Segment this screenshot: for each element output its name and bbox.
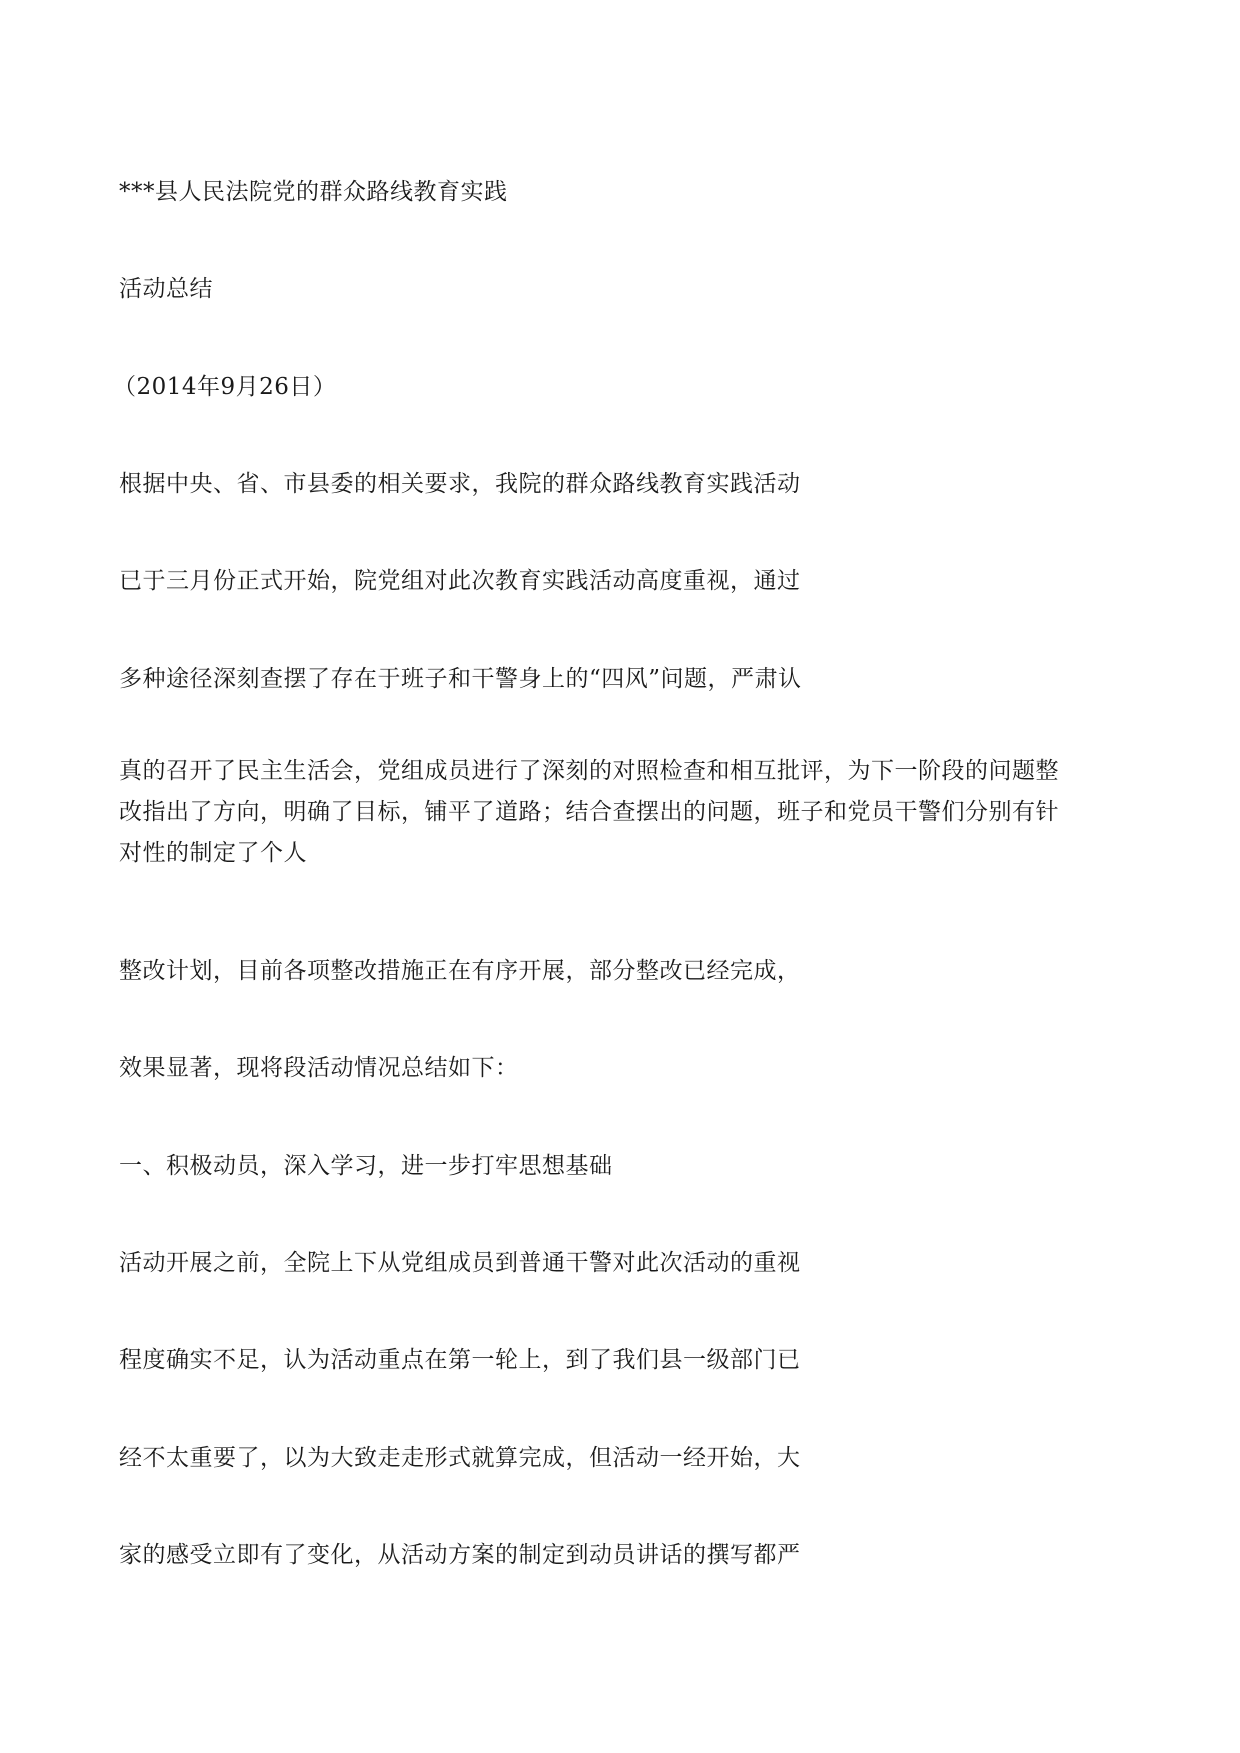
- paragraph-line: 改指出了方向，明确了目标，铺平了道路；结合查摆出的问题，班子和党员干警们分别有针: [119, 799, 1059, 825]
- body-line: 整改计划，目前各项整改措施正在有序开展，部分整改已经完成，: [119, 958, 801, 984]
- paragraph-line: 真的召开了民主生活会，党组成员进行了深刻的对照检查和相互批评，为下一阶段的问题整: [119, 758, 1059, 784]
- body-line: 家的感受立即有了变化，从活动方案的制定到动员讲话的撰写都严: [119, 1542, 801, 1568]
- body-line: 程度确实不足，认为活动重点在第一轮上，到了我们县一级部门已: [119, 1347, 801, 1373]
- body-line: 多种途径深刻查摆了存在于班子和干警身上的“四风”问题，严肃认: [119, 666, 802, 692]
- document-title-line-2: 活动总结: [119, 276, 213, 302]
- body-line: 效果显著，现将段活动情况总结如下：: [119, 1055, 519, 1081]
- paragraph-line: 对性的制定了个人: [119, 840, 307, 866]
- body-line: 活动开展之前，全院上下从党组成员到普通干警对此次活动的重视: [119, 1250, 801, 1276]
- body-paragraph: [119, 751, 1129, 874]
- body-line: 根据中央、省、市县委的相关要求，我院的群众路线教育实践活动: [119, 471, 801, 497]
- body-line: 经不太重要了，以为大致走走形式就算完成，但活动一经开始，大: [119, 1445, 801, 1471]
- body-line: 已于三月份正式开始，院党组对此次教育实践活动高度重视，通过: [119, 568, 801, 594]
- document-date: （2014年9月26日）: [113, 374, 337, 400]
- document-title-line-1: ***县人民法院党的群众路线教育实践: [119, 179, 508, 205]
- section-heading: 一、积极动员，深入学习，进一步打牢思想基础: [119, 1153, 613, 1179]
